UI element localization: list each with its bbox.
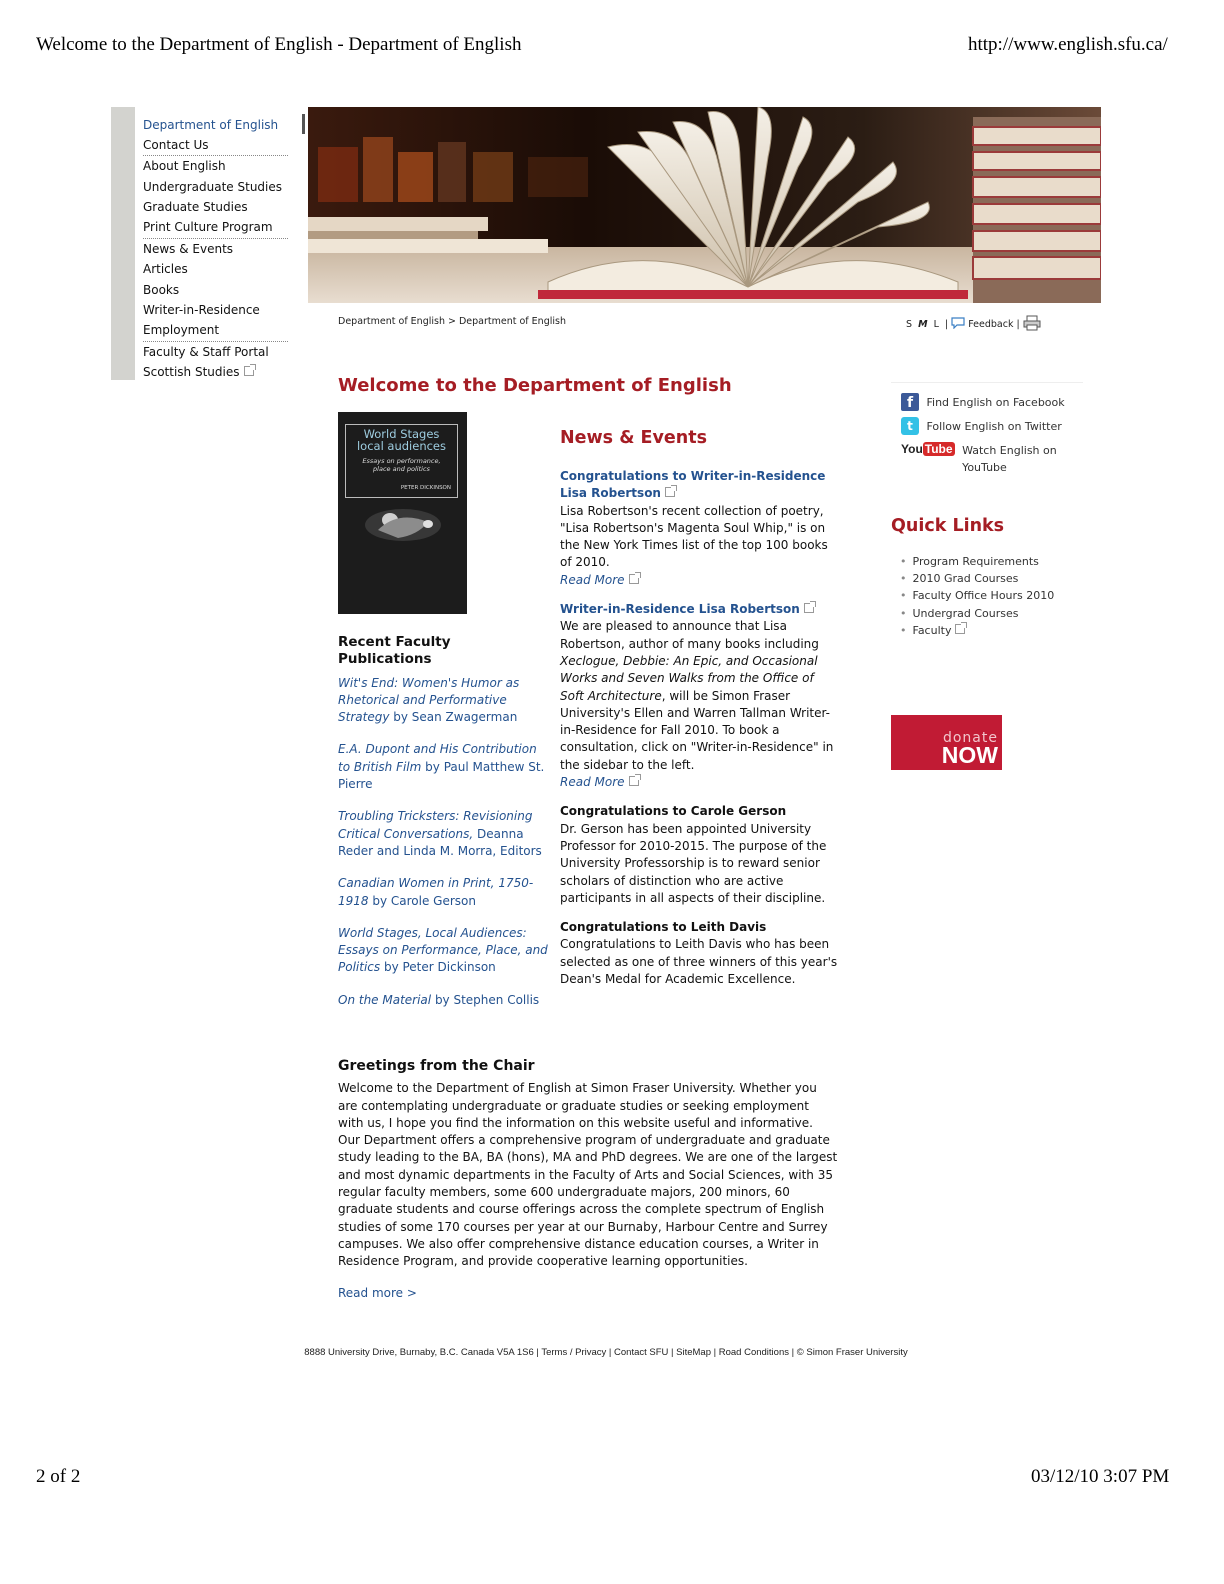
external-link-icon (955, 624, 965, 634)
publication-title: E.A. Dupont and His Contribution to British Film (338, 742, 537, 774)
publication-item[interactable] (338, 808, 548, 860)
external-link-icon (804, 603, 814, 613)
book-cover-subtitle-line2: place and politics (373, 465, 430, 473)
tools-separator: | (944, 319, 949, 330)
news-heading: News & Events (560, 428, 708, 448)
text-size-small-button[interactable]: S (906, 319, 913, 330)
facebook-label: Find English on Facebook (926, 395, 1065, 409)
youtube-logo-tube: Tube (924, 442, 953, 456)
breadcrumb[interactable]: Department of English > Department of English (338, 316, 566, 327)
twitter-label: Follow English on Twitter (926, 419, 1062, 433)
publication-item[interactable] (338, 992, 548, 1009)
tools-separator-2: | (1016, 319, 1020, 330)
sidebar-item-department-of-english[interactable]: Department of English (143, 118, 279, 132)
youtube-link[interactable] (901, 442, 1057, 476)
print-datetime: 03/12/10 3:07 PM (1031, 1466, 1170, 1487)
print-icon[interactable] (1023, 315, 1041, 334)
text-size-medium-button[interactable]: M (918, 319, 928, 330)
external-link-icon (629, 574, 639, 584)
sidebar-item-graduate-studies[interactable]: Graduate Studies (143, 200, 248, 215)
youtube-label-line2: YouTube (962, 461, 1007, 474)
social-links (891, 382, 1083, 483)
sidebar-item-employment[interactable]: Employment (143, 321, 288, 342)
external-link-icon (629, 776, 639, 786)
print-page-number: 2 of 2 (36, 1466, 81, 1487)
publication-title: World Stages, Local Audiences: Essays on Performance, Place, and Politics (338, 925, 548, 975)
quick-link-item[interactable]: • Faculty Office Hours 2010 (900, 587, 1054, 604)
greetings-body: Welcome to the Department of English at Simon Fraser University. Whether you are contemplating undergraduate or graduate studies or seeking employment with us, I hope you find the information on this website useful and informative. Our Department offers a comprehensive program of undergraduate and graduate study leading to the BA, BA (hons), MA and PhD degrees. We are one of the largest and most dynamic departments in the Faculty of Arts and Social Sciences, with 35 regular faculty members, some 600 undergraduate majors, 200 minors, 60 graduate students and course offerings across the complete spectrum of English studies of some 170 courses per year at our Burnaby, Harbour Centre and Surrey campuses. We also offer comprehensive distance education courses, a Writer in Residence Program, and provide cooperative learning opportunities. (338, 1081, 838, 1269)
news-item-title-link[interactable]: Writer-in-Residence Lisa Robertson (560, 602, 800, 617)
news-item-body: Lisa Robertson's recent collection of poetry, "Lisa Robertson's Magenta Soul Whip," is on the New York Times list of the top 100 books of 2010. (560, 503, 828, 570)
news-item-body-italic: Xeclogue, Debbie: An Epic, and Occasional Works and Seven Walks from the Office of Soft Architecture (560, 653, 818, 703)
read-more-link[interactable]: Read More (560, 775, 625, 790)
publication-author: by Carole Gerson (368, 893, 476, 908)
book-cover-subtitle-line1: Essays on performance, (362, 457, 441, 465)
news-item-body: Congratulations to Leith Davis who has been selected as one of three winners of this year's Dean's Medal for Academic Excellence. (560, 937, 838, 987)
youtube-label-line1: Watch English on (962, 444, 1057, 457)
sidebar-item-label: Scottish Studies (143, 365, 240, 380)
publication-item[interactable] (338, 925, 548, 977)
book-cover-title-line2: local audiences (356, 439, 447, 453)
quick-link-item[interactable]: • 2010 Grad Courses (900, 570, 1054, 587)
news-item-body-end: , will be Simon Fraser University's Ellen and Warren Tallman Writer-in-Residence for Fall 2010. To book a consultation, click on "Writer-in-Residence" in the sidebar to the left. (560, 688, 834, 772)
sidebar-item-books[interactable]: Books (143, 282, 180, 297)
sidebar-item-print-culture-program[interactable]: Print Culture Program (143, 218, 288, 239)
twitter-icon: t (901, 417, 919, 435)
quick-links-heading: Quick Links (891, 516, 1005, 536)
sidebar-item-contact-us[interactable]: Contact Us (143, 136, 288, 157)
twitter-link[interactable] (901, 417, 1062, 435)
external-link-icon (244, 366, 254, 376)
print-page-url: http://www.english.sfu.ca/ (968, 34, 1168, 55)
publication-item[interactable] (338, 741, 548, 793)
news-item-title: Congratulations to Carole Gerson (560, 804, 787, 819)
quick-link-label: Faculty (912, 623, 952, 637)
news-item-title: Congratulations to Leith Davis (560, 920, 767, 935)
read-more-link[interactable]: Read More (560, 572, 625, 587)
news-item (560, 919, 838, 988)
quick-links-list (900, 553, 1054, 639)
sidebar-item-undergraduate-studies[interactable]: Undergraduate Studies (143, 179, 283, 194)
sidebar-item-faculty-staff-portal[interactable]: Faculty & Staff Portal (143, 344, 269, 359)
news-item (560, 601, 838, 791)
feedback-link[interactable]: Feedback (968, 319, 1014, 330)
news-item-body: We are pleased to announce that Lisa Robertson, author of many books including (560, 619, 819, 651)
active-nav-marker (302, 114, 305, 134)
youtube-icon (901, 442, 955, 456)
sidebar-item-news-events[interactable]: News & Events (143, 241, 234, 256)
news-item-body: Dr. Gerson has been appointed University Professor for 2010-2015. The purpose of the University Professorship is to reward senior scholars of distinction who are active participants in all aspects of their discipline. (560, 821, 827, 905)
youtube-logo-you: You (901, 442, 923, 456)
page-title: Welcome to the Department of English (338, 375, 732, 396)
external-link-icon (665, 487, 675, 497)
book-cover-title-line1: World Stages (363, 427, 440, 441)
publication-author: Deanna Reder and Linda M. Morra, Editors (338, 826, 542, 858)
quick-link-item-faculty[interactable] (900, 622, 1054, 639)
sidebar-item-articles[interactable]: Articles (143, 262, 188, 277)
publication-author: by Stephen Collis (431, 992, 540, 1007)
book-cover-image[interactable] (338, 412, 467, 614)
banner-image (308, 107, 1101, 303)
sidebar-item-about-english[interactable]: About English (143, 159, 226, 174)
publication-title: On the Material (338, 992, 432, 1007)
facebook-icon: f (901, 393, 919, 411)
sidebar-item-scottish-studies[interactable] (143, 362, 288, 383)
news-item-title-link[interactable]: Congratulations to Writer-in-Residence Lisa Robertson (560, 469, 826, 501)
sidebar-accent-bar (111, 107, 135, 380)
publication-title: Troubling Tricksters: Revisioning Critical Conversations, (338, 809, 533, 841)
site-footer[interactable]: 8888 University Drive, Burnaby, B.C. Canada V5A 1S6 | Terms / Privacy | Contact SFU | SiteMap | Road Conditions | © Simon Fraser University (304, 1347, 908, 1358)
publications-heading: Recent Faculty Publications (338, 634, 451, 668)
donate-now-label: NOW (941, 742, 998, 768)
publication-author: by Sean Zwagerman (389, 710, 518, 725)
news-item (560, 468, 838, 589)
sidebar-item-writer-in-residence[interactable]: Writer-in-Residence (143, 303, 260, 318)
recent-publications (338, 634, 548, 1024)
text-size-large-button[interactable]: L (933, 319, 939, 330)
book-cover-author: PETER DICKINSON (400, 485, 451, 491)
sidebar-nav (143, 115, 288, 383)
publication-item[interactable] (338, 675, 548, 727)
greetings-section (338, 1058, 838, 1302)
publication-item[interactable] (338, 875, 548, 910)
feedback-icon (951, 317, 965, 332)
greetings-read-more-link[interactable]: Read more > (338, 1285, 417, 1300)
page-tools (906, 315, 1041, 334)
donate-now-button[interactable] (891, 715, 1002, 770)
greetings-heading: Greetings from the Chair (338, 1058, 535, 1074)
donate-label: donate (942, 730, 998, 746)
publication-title: Canadian Women in Print, 1750-1918 (338, 876, 534, 908)
facebook-link[interactable] (901, 393, 1065, 411)
publication-title: Wit's End: Women's Humor as Rhetorical and Performative Strategy (338, 675, 520, 725)
news-item (560, 803, 838, 907)
publication-author: by Paul Matthew St. Pierre (338, 759, 545, 792)
quick-link-item[interactable]: • Program Requirements (900, 553, 1054, 570)
news-list (560, 468, 838, 1000)
publication-author: by Peter Dickinson (380, 960, 496, 975)
print-page-title: Welcome to the Department of English - Department of English (36, 34, 522, 55)
quick-link-item[interactable]: • Undergrad Courses (900, 605, 1054, 622)
